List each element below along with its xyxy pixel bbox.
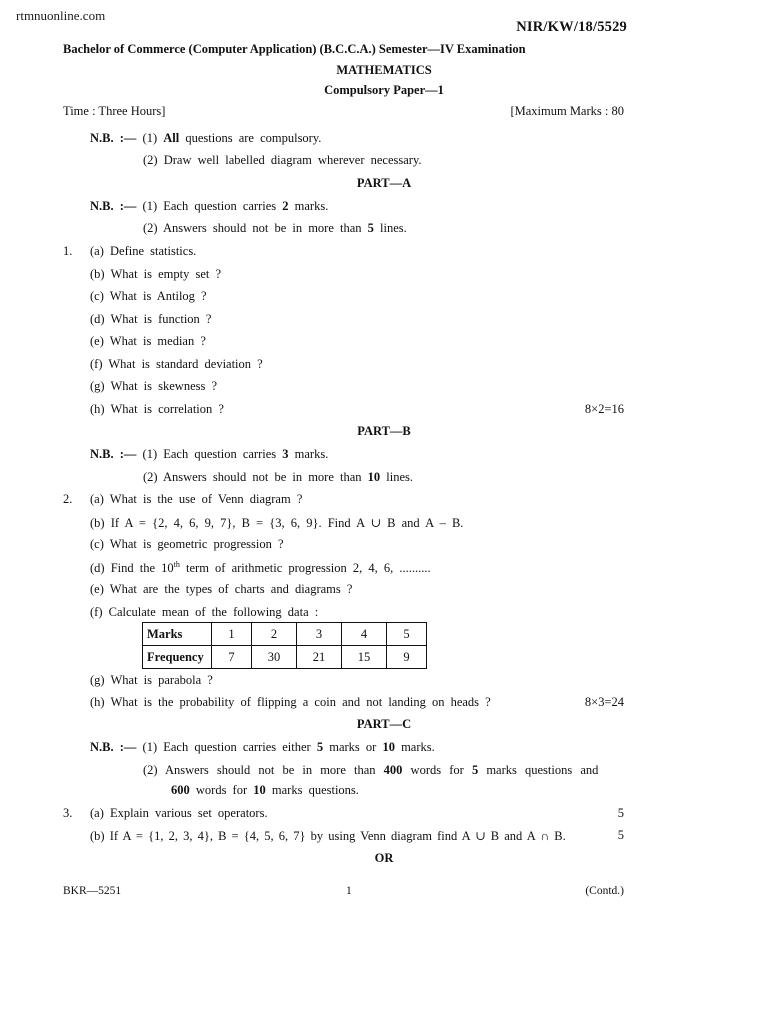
time-label: Time : Three Hours]: [63, 104, 166, 118]
max-marks-label: [Maximum Marks : 80: [510, 104, 624, 118]
nb-text: marks questions and: [486, 763, 599, 777]
nb-text: (1) Each question carries either: [142, 740, 311, 754]
question-2c: (c) What is geometric progression ?: [90, 537, 284, 551]
table-row: [143, 623, 427, 646]
general-nb-1: [90, 131, 321, 146]
nb-text: lines.: [386, 470, 414, 484]
question-3b: (b) If A = {1, 2, 3, 4}, B = {4, 5, 6, 7} by using Venn diagram find A ∪ B and A ∩ B.: [90, 829, 566, 843]
table-cell: 30: [252, 646, 297, 669]
nb-text: marks questions.: [271, 783, 359, 797]
part-b-title: PART—B: [357, 424, 411, 438]
table-cell: 7: [212, 646, 252, 669]
nb-bold: All: [163, 131, 180, 145]
question-3a: (a) Explain various set operators.: [90, 806, 268, 820]
question-2d: [90, 560, 431, 576]
footer-code: BKR—5251: [63, 885, 122, 897]
nb-text: marks.: [401, 740, 435, 754]
table-cell: 21: [297, 646, 342, 669]
nb-bold: 600: [171, 783, 190, 797]
nb-text: words for: [195, 783, 248, 797]
nb-bold: 10: [367, 470, 381, 484]
question-3b-marks: 5: [617, 828, 624, 842]
table-cell: 15: [342, 646, 387, 669]
general-nb-2: (2) Draw well labelled diagram wherever necessary.: [143, 153, 422, 167]
contd-label: (Contd.): [585, 885, 624, 897]
table-row-header: Marks: [143, 623, 212, 646]
nb-bold: 5: [367, 221, 374, 235]
course-title: Bachelor of Commerce (Computer Application) (B.C.C.A.) Semester—IV Examination: [63, 42, 526, 56]
question-2g: (g) What is parabola ?: [90, 673, 213, 687]
question-1h: (h) What is correlation ?: [90, 402, 224, 416]
nb-text: (2) Answers should not be in more than: [143, 763, 376, 777]
part-a-nb-1: [90, 199, 328, 214]
part-c-nb-2: [143, 763, 598, 778]
part-b-nb-1: [90, 447, 328, 462]
nb-label: N.B. :—: [90, 131, 137, 145]
nb-text: words for: [410, 763, 464, 777]
part-a-title: PART—A: [356, 176, 412, 190]
question-1b: (b) What is empty set ?: [90, 267, 222, 281]
page-number: 1: [346, 885, 352, 897]
question-2b: (b) If A = {2, 4, 6, 9, 7}, B = {3, 6, 9}. Find A ∪ B and A – B.: [90, 516, 464, 530]
frequency-table: [142, 622, 427, 669]
question-2a: (a) What is the use of Venn diagram ?: [90, 492, 303, 506]
question-1f: (f) What is standard deviation ?: [90, 357, 263, 371]
table-cell: 5: [387, 623, 427, 646]
nb-label: N.B. :—: [90, 447, 137, 461]
question-3a-marks: 5: [617, 806, 624, 820]
or-separator: OR: [374, 851, 394, 865]
nb-label: N.B. :—: [90, 199, 137, 213]
paper-title: Compulsory Paper—1: [324, 83, 444, 97]
question-2f: (f) Calculate mean of the following data :: [90, 605, 319, 619]
nb-text: lines.: [380, 221, 407, 235]
nb-text: (1) Each question carries: [142, 199, 277, 213]
question-number-1: 1.: [63, 244, 73, 258]
question-number-3: 3.: [63, 806, 73, 820]
nb-text: questions are compulsory.: [185, 131, 322, 145]
part-c-title: PART—C: [356, 717, 412, 731]
question-1d: (d) What is function ?: [90, 312, 212, 326]
paper-code: NIR/KW/18/5529: [516, 19, 627, 35]
nb-text: marks.: [294, 199, 329, 213]
site-name: rtmnuonline.com: [16, 8, 106, 23]
question-1c: (c) What is Antilog ?: [90, 289, 207, 303]
part-a-nb-2: [143, 221, 407, 236]
nb-number: (1): [142, 131, 158, 145]
part-b-marks: 8×3=24: [584, 695, 624, 709]
question-number-2: 2.: [63, 492, 73, 506]
part-b-nb-2: [143, 470, 413, 485]
superscript: th: [173, 560, 180, 569]
question-1g: (g) What is skewness ?: [90, 379, 218, 393]
table-cell: 1: [212, 623, 252, 646]
part-c-nb-1: [90, 740, 435, 755]
table-row-header: Frequency: [143, 646, 212, 669]
nb-bold: 3: [282, 447, 289, 461]
nb-text: marks.: [294, 447, 329, 461]
nb-bold: 5: [316, 740, 324, 754]
nb-bold: 10: [382, 740, 395, 754]
nb-text: (2) Answers should not be in more than: [143, 470, 362, 484]
nb-label: N.B. :—: [90, 740, 137, 754]
table-cell: 2: [252, 623, 297, 646]
question-2e: (e) What are the types of charts and diagrams ?: [90, 582, 353, 596]
nb-text: marks or: [329, 740, 377, 754]
table-row: [143, 646, 427, 669]
nb-bold: 2: [282, 199, 289, 213]
question-text: term of arithmetic progression 2, 4, 6, ..........: [186, 561, 431, 576]
part-a-marks: 8×2=16: [584, 402, 624, 416]
table-cell: 4: [342, 623, 387, 646]
question-text: (d) Find the 10: [90, 561, 174, 576]
nb-bold: 400: [383, 763, 403, 777]
nb-bold: 5: [471, 763, 479, 777]
question-1a: (a) Define statistics.: [90, 244, 197, 258]
nb-text: (2) Answers should not be in more than: [143, 221, 362, 235]
table-cell: 3: [297, 623, 342, 646]
question-1e: (e) What is median ?: [90, 334, 206, 348]
subject-title: MATHEMATICS: [336, 63, 432, 77]
table-cell: 9: [387, 646, 427, 669]
nb-bold: 10: [253, 783, 266, 797]
question-2h: (h) What is the probability of flipping a coin and not landing on heads ?: [90, 695, 491, 709]
nb-text: (1) Each question carries: [142, 447, 277, 461]
part-c-nb-2-cont: [171, 783, 359, 798]
